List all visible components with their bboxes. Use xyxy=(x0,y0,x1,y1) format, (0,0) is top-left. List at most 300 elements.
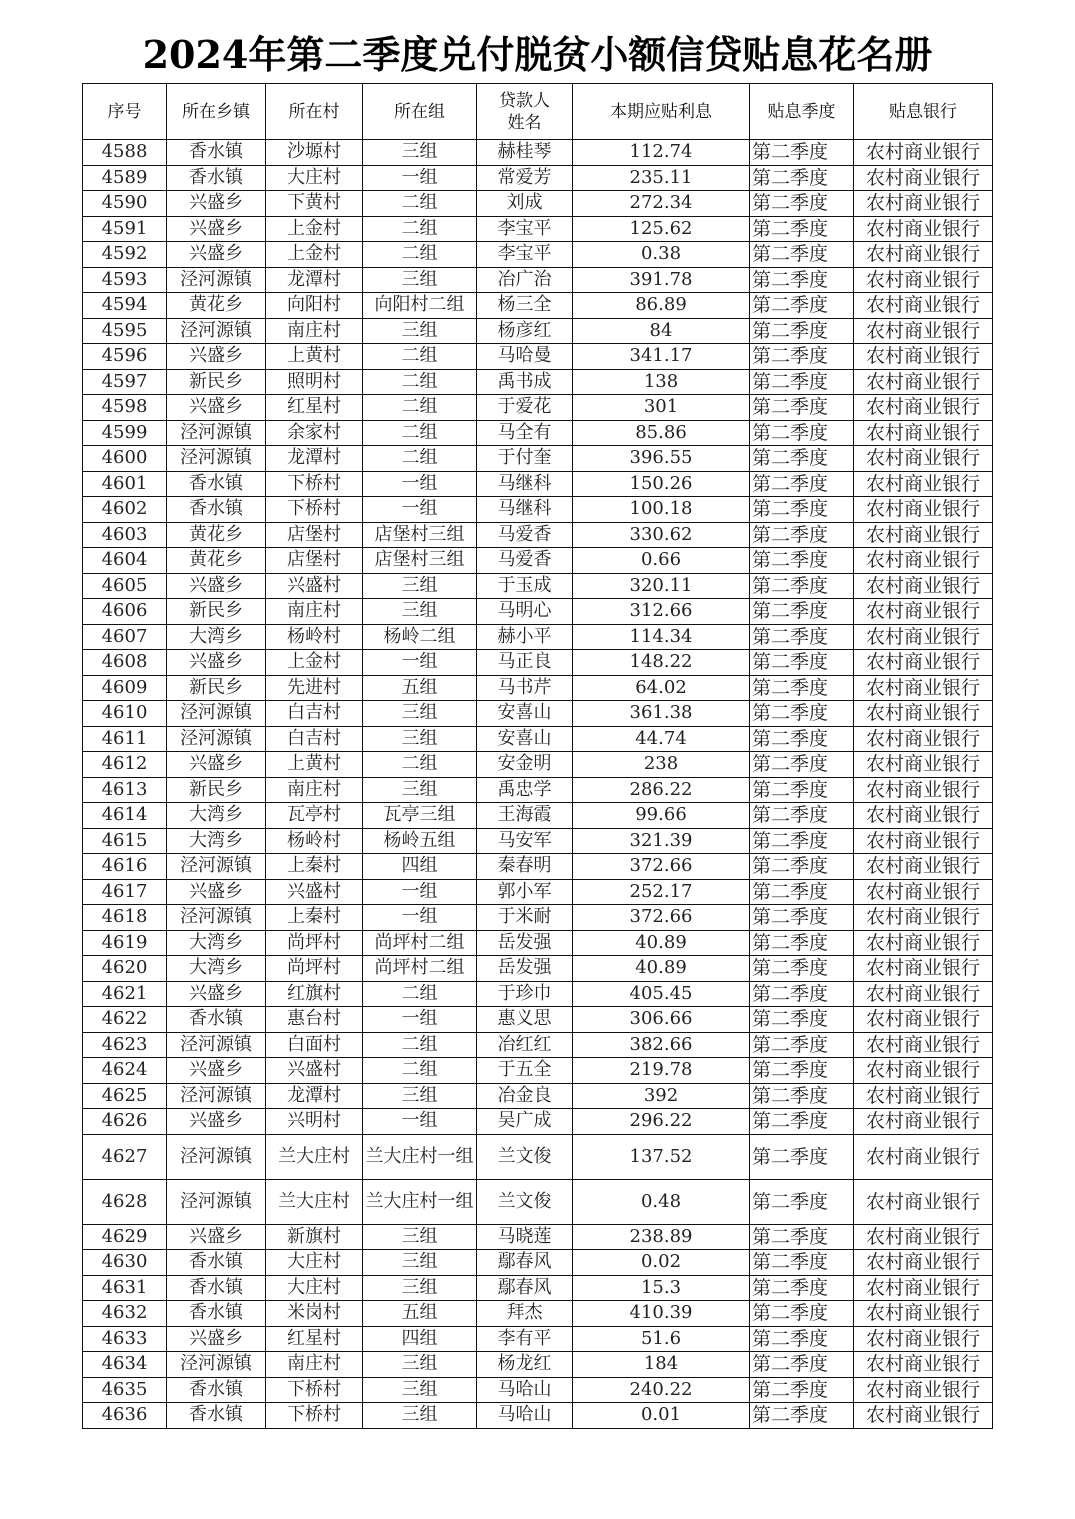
cell-town: 泾河源镇 xyxy=(167,905,266,931)
cell-village: 下桥村 xyxy=(266,1377,363,1403)
cell-town: 香水镇 xyxy=(167,140,266,166)
table-row xyxy=(83,1134,993,1179)
cell-quarter: 第二季度 xyxy=(750,1250,854,1276)
cell-index: 4632 xyxy=(83,1301,167,1327)
cell-interest: 320.11 xyxy=(573,573,750,599)
cell-interest: 138 xyxy=(573,369,750,395)
cell-index: 4625 xyxy=(83,1083,167,1109)
cell-interest: 125.62 xyxy=(573,216,750,242)
cell-interest: 84 xyxy=(573,318,750,344)
cell-borrower-name: 李宝平 xyxy=(477,216,573,242)
cell-bank: 农村商业银行 xyxy=(854,777,993,803)
cell-quarter: 第二季度 xyxy=(750,216,854,242)
cell-bank: 农村商业银行 xyxy=(854,905,993,931)
cell-bank: 农村商业银行 xyxy=(854,522,993,548)
cell-village: 兰大庄村 xyxy=(266,1179,363,1224)
table-row xyxy=(83,930,993,956)
cell-index: 4635 xyxy=(83,1377,167,1403)
table-row xyxy=(83,191,993,217)
cell-group: 二组 xyxy=(363,446,477,472)
cell-index: 4607 xyxy=(83,624,167,650)
table-row xyxy=(83,1109,993,1135)
cell-borrower-name: 马晓莲 xyxy=(477,1224,573,1250)
cell-interest: 361.38 xyxy=(573,701,750,727)
cell-bank: 农村商业银行 xyxy=(854,930,993,956)
cell-bank: 农村商业银行 xyxy=(854,854,993,880)
cell-interest: 15.3 xyxy=(573,1275,750,1301)
cell-bank: 农村商业银行 xyxy=(854,1377,993,1403)
table-row xyxy=(83,1083,993,1109)
cell-interest: 40.89 xyxy=(573,930,750,956)
cell-borrower-name: 安金明 xyxy=(477,752,573,778)
cell-group: 三组 xyxy=(363,777,477,803)
cell-town: 大湾乡 xyxy=(167,956,266,982)
table-row xyxy=(83,752,993,778)
cell-borrower-name: 于珍巾 xyxy=(477,981,573,1007)
cell-bank: 农村商业银行 xyxy=(854,318,993,344)
cell-quarter: 第二季度 xyxy=(750,318,854,344)
cell-index: 4617 xyxy=(83,879,167,905)
cell-interest: 306.66 xyxy=(573,1007,750,1033)
cell-bank: 农村商业银行 xyxy=(854,293,993,319)
cell-quarter: 第二季度 xyxy=(750,1134,854,1179)
cell-interest: 286.22 xyxy=(573,777,750,803)
cell-interest: 148.22 xyxy=(573,650,750,676)
table-row xyxy=(83,1352,993,1378)
cell-village: 尚坪村 xyxy=(266,956,363,982)
cell-quarter: 第二季度 xyxy=(750,1275,854,1301)
cell-town: 泾河源镇 xyxy=(167,701,266,727)
cell-bank: 农村商业银行 xyxy=(854,1179,993,1224)
cell-index: 4629 xyxy=(83,1224,167,1250)
cell-town: 泾河源镇 xyxy=(167,1032,266,1058)
cell-quarter: 第二季度 xyxy=(750,573,854,599)
cell-interest: 392 xyxy=(573,1083,750,1109)
cell-interest: 44.74 xyxy=(573,726,750,752)
cell-index: 4609 xyxy=(83,675,167,701)
cell-quarter: 第二季度 xyxy=(750,267,854,293)
cell-village: 龙潭村 xyxy=(266,446,363,472)
cell-group: 二组 xyxy=(363,1032,477,1058)
cell-quarter: 第二季度 xyxy=(750,1032,854,1058)
cell-bank: 农村商业银行 xyxy=(854,395,993,421)
cell-borrower-name: 秦春明 xyxy=(477,854,573,880)
cell-town: 新民乡 xyxy=(167,777,266,803)
cell-bank: 农村商业银行 xyxy=(854,675,993,701)
cell-index: 4598 xyxy=(83,395,167,421)
cell-quarter: 第二季度 xyxy=(750,981,854,1007)
cell-borrower-name: 冶红红 xyxy=(477,1032,573,1058)
cell-group: 三组 xyxy=(363,1352,477,1378)
cell-borrower-name: 于爱花 xyxy=(477,395,573,421)
cell-index: 4624 xyxy=(83,1058,167,1084)
cell-borrower-name: 赫桂琴 xyxy=(477,140,573,166)
cell-bank: 农村商业银行 xyxy=(854,828,993,854)
table-row xyxy=(83,446,993,472)
cell-bank: 农村商业银行 xyxy=(854,1250,993,1276)
cell-borrower-name: 李有平 xyxy=(477,1326,573,1352)
table-row xyxy=(83,650,993,676)
cell-village: 兰大庄村 xyxy=(266,1134,363,1179)
cell-interest: 64.02 xyxy=(573,675,750,701)
table-row xyxy=(83,573,993,599)
cell-quarter: 第二季度 xyxy=(750,1301,854,1327)
cell-index: 4631 xyxy=(83,1275,167,1301)
cell-borrower-name: 马哈山 xyxy=(477,1403,573,1429)
cell-town: 新民乡 xyxy=(167,675,266,701)
cell-borrower-name: 马继科 xyxy=(477,471,573,497)
cell-index: 4591 xyxy=(83,216,167,242)
cell-index: 4614 xyxy=(83,803,167,829)
cell-village: 照明村 xyxy=(266,369,363,395)
cell-town: 大湾乡 xyxy=(167,828,266,854)
table-row xyxy=(83,701,993,727)
cell-group: 二组 xyxy=(363,242,477,268)
table-row xyxy=(83,1301,993,1327)
cell-quarter: 第二季度 xyxy=(750,165,854,191)
cell-interest: 296.22 xyxy=(573,1109,750,1135)
cell-borrower-name: 马哈山 xyxy=(477,1377,573,1403)
cell-index: 4611 xyxy=(83,726,167,752)
cell-town: 兴盛乡 xyxy=(167,981,266,1007)
table-row xyxy=(83,522,993,548)
cell-interest: 252.17 xyxy=(573,879,750,905)
table-row xyxy=(83,1007,993,1033)
cell-village: 白吉村 xyxy=(266,701,363,727)
table-row xyxy=(83,854,993,880)
cell-borrower-name: 于五全 xyxy=(477,1058,573,1084)
cell-bank: 农村商业银行 xyxy=(854,981,993,1007)
cell-town: 兴盛乡 xyxy=(167,1326,266,1352)
cell-village: 下桥村 xyxy=(266,1403,363,1429)
header-borrower-name-text: 贷款人姓名 xyxy=(499,90,550,133)
cell-bank: 农村商业银行 xyxy=(854,803,993,829)
cell-borrower-name: 冶广治 xyxy=(477,267,573,293)
cell-village: 尚坪村 xyxy=(266,930,363,956)
cell-town: 泾河源镇 xyxy=(167,267,266,293)
cell-quarter: 第二季度 xyxy=(750,828,854,854)
cell-borrower-name: 于付奎 xyxy=(477,446,573,472)
header-town: 所在乡镇 xyxy=(167,84,266,140)
cell-interest: 219.78 xyxy=(573,1058,750,1084)
cell-village: 瓦亭村 xyxy=(266,803,363,829)
cell-town: 泾河源镇 xyxy=(167,1179,266,1224)
cell-interest: 372.66 xyxy=(573,905,750,931)
cell-group: 三组 xyxy=(363,318,477,344)
cell-village: 余家村 xyxy=(266,420,363,446)
cell-group: 一组 xyxy=(363,879,477,905)
cell-bank: 农村商业银行 xyxy=(854,548,993,574)
cell-bank: 农村商业银行 xyxy=(854,191,993,217)
cell-group: 一组 xyxy=(363,650,477,676)
cell-village: 红星村 xyxy=(266,1326,363,1352)
cell-quarter: 第二季度 xyxy=(750,701,854,727)
cell-bank: 农村商业银行 xyxy=(854,1032,993,1058)
cell-index: 4595 xyxy=(83,318,167,344)
cell-group: 兰大庄村一组 xyxy=(363,1134,477,1179)
cell-village: 惠台村 xyxy=(266,1007,363,1033)
table-row xyxy=(83,420,993,446)
table-row xyxy=(83,726,993,752)
cell-group: 二组 xyxy=(363,344,477,370)
cell-quarter: 第二季度 xyxy=(750,624,854,650)
cell-bank: 农村商业银行 xyxy=(854,599,993,625)
cell-index: 4626 xyxy=(83,1109,167,1135)
cell-town: 兴盛乡 xyxy=(167,216,266,242)
cell-borrower-name: 马明心 xyxy=(477,599,573,625)
cell-village: 南庄村 xyxy=(266,318,363,344)
cell-town: 黄花乡 xyxy=(167,522,266,548)
cell-bank: 农村商业银行 xyxy=(854,879,993,905)
cell-quarter: 第二季度 xyxy=(750,1352,854,1378)
table-row xyxy=(83,1403,993,1429)
cell-village: 新旗村 xyxy=(266,1224,363,1250)
cell-interest: 396.55 xyxy=(573,446,750,472)
cell-quarter: 第二季度 xyxy=(750,1224,854,1250)
cell-quarter: 第二季度 xyxy=(750,497,854,523)
cell-village: 上秦村 xyxy=(266,854,363,880)
cell-town: 兴盛乡 xyxy=(167,1224,266,1250)
cell-quarter: 第二季度 xyxy=(750,599,854,625)
cell-quarter: 第二季度 xyxy=(750,650,854,676)
cell-bank: 农村商业银行 xyxy=(854,216,993,242)
cell-quarter: 第二季度 xyxy=(750,803,854,829)
cell-index: 4604 xyxy=(83,548,167,574)
cell-quarter: 第二季度 xyxy=(750,369,854,395)
table-body xyxy=(83,140,993,1429)
cell-index: 4594 xyxy=(83,293,167,319)
cell-quarter: 第二季度 xyxy=(750,1007,854,1033)
cell-group: 二组 xyxy=(363,752,477,778)
cell-group: 五组 xyxy=(363,675,477,701)
cell-index: 4601 xyxy=(83,471,167,497)
cell-index: 4599 xyxy=(83,420,167,446)
cell-town: 兴盛乡 xyxy=(167,1109,266,1135)
cell-interest: 51.6 xyxy=(573,1326,750,1352)
cell-borrower-name: 马书芹 xyxy=(477,675,573,701)
cell-village: 白吉村 xyxy=(266,726,363,752)
cell-index: 4602 xyxy=(83,497,167,523)
cell-interest: 341.17 xyxy=(573,344,750,370)
cell-index: 4633 xyxy=(83,1326,167,1352)
table-row xyxy=(83,777,993,803)
cell-town: 泾河源镇 xyxy=(167,1083,266,1109)
cell-village: 上秦村 xyxy=(266,905,363,931)
cell-interest: 330.62 xyxy=(573,522,750,548)
table-row xyxy=(83,1275,993,1301)
cell-group: 三组 xyxy=(363,1275,477,1301)
cell-borrower-name: 鄢春风 xyxy=(477,1250,573,1276)
cell-bank: 农村商业银行 xyxy=(854,242,993,268)
cell-bank: 农村商业银行 xyxy=(854,267,993,293)
cell-quarter: 第二季度 xyxy=(750,242,854,268)
table-row xyxy=(83,165,993,191)
cell-village: 店堡村 xyxy=(266,548,363,574)
cell-quarter: 第二季度 xyxy=(750,1058,854,1084)
cell-town: 泾河源镇 xyxy=(167,318,266,344)
cell-group: 四组 xyxy=(363,854,477,880)
cell-quarter: 第二季度 xyxy=(750,879,854,905)
cell-bank: 农村商业银行 xyxy=(854,752,993,778)
cell-bank: 农村商业银行 xyxy=(854,1275,993,1301)
cell-index: 4621 xyxy=(83,981,167,1007)
cell-quarter: 第二季度 xyxy=(750,905,854,931)
cell-town: 泾河源镇 xyxy=(167,726,266,752)
cell-index: 4610 xyxy=(83,701,167,727)
cell-quarter: 第二季度 xyxy=(750,1377,854,1403)
cell-interest: 112.74 xyxy=(573,140,750,166)
cell-town: 大湾乡 xyxy=(167,803,266,829)
cell-group: 一组 xyxy=(363,471,477,497)
cell-village: 上金村 xyxy=(266,216,363,242)
cell-town: 香水镇 xyxy=(167,1377,266,1403)
cell-interest: 0.66 xyxy=(573,548,750,574)
header-interest: 本期应贴利息 xyxy=(573,84,750,140)
cell-village: 兴盛村 xyxy=(266,1058,363,1084)
cell-borrower-name: 马爱香 xyxy=(477,548,573,574)
cell-group: 三组 xyxy=(363,1250,477,1276)
table-row xyxy=(83,242,993,268)
cell-group: 兰大庄村一组 xyxy=(363,1179,477,1224)
cell-interest: 0.38 xyxy=(573,242,750,268)
cell-borrower-name: 冶金良 xyxy=(477,1083,573,1109)
table-row xyxy=(83,140,993,166)
cell-quarter: 第二季度 xyxy=(750,1109,854,1135)
cell-town: 香水镇 xyxy=(167,1250,266,1276)
cell-quarter: 第二季度 xyxy=(750,548,854,574)
cell-village: 杨岭村 xyxy=(266,828,363,854)
cell-village: 南庄村 xyxy=(266,777,363,803)
cell-index: 4590 xyxy=(83,191,167,217)
cell-group: 三组 xyxy=(363,573,477,599)
cell-borrower-name: 郭小军 xyxy=(477,879,573,905)
cell-village: 白面村 xyxy=(266,1032,363,1058)
cell-borrower-name: 禹忠学 xyxy=(477,777,573,803)
cell-quarter: 第二季度 xyxy=(750,956,854,982)
cell-interest: 312.66 xyxy=(573,599,750,625)
cell-village: 红星村 xyxy=(266,395,363,421)
cell-interest: 99.66 xyxy=(573,803,750,829)
cell-group: 二组 xyxy=(363,420,477,446)
cell-group: 杨岭五组 xyxy=(363,828,477,854)
cell-bank: 农村商业银行 xyxy=(854,420,993,446)
cell-bank: 农村商业银行 xyxy=(854,344,993,370)
cell-group: 店堡村三组 xyxy=(363,548,477,574)
cell-index: 4627 xyxy=(83,1134,167,1179)
cell-town: 泾河源镇 xyxy=(167,854,266,880)
cell-group: 二组 xyxy=(363,1058,477,1084)
cell-group: 杨岭二组 xyxy=(363,624,477,650)
cell-town: 黄花乡 xyxy=(167,293,266,319)
cell-index: 4605 xyxy=(83,573,167,599)
cell-town: 香水镇 xyxy=(167,1403,266,1429)
cell-index: 4596 xyxy=(83,344,167,370)
cell-borrower-name: 吴广成 xyxy=(477,1109,573,1135)
cell-interest: 85.86 xyxy=(573,420,750,446)
cell-borrower-name: 杨龙红 xyxy=(477,1352,573,1378)
cell-bank: 农村商业银行 xyxy=(854,497,993,523)
table-row xyxy=(83,1326,993,1352)
cell-village: 店堡村 xyxy=(266,522,363,548)
cell-interest: 0.48 xyxy=(573,1179,750,1224)
cell-index: 4603 xyxy=(83,522,167,548)
cell-village: 沙塬村 xyxy=(266,140,363,166)
cell-town: 兴盛乡 xyxy=(167,242,266,268)
table-row xyxy=(83,395,993,421)
cell-group: 二组 xyxy=(363,369,477,395)
cell-interest: 114.34 xyxy=(573,624,750,650)
table-row xyxy=(83,599,993,625)
table-row xyxy=(83,1224,993,1250)
cell-borrower-name: 王海霞 xyxy=(477,803,573,829)
cell-village: 南庄村 xyxy=(266,1352,363,1378)
cell-bank: 农村商业银行 xyxy=(854,140,993,166)
cell-interest: 0.02 xyxy=(573,1250,750,1276)
cell-index: 4606 xyxy=(83,599,167,625)
cell-group: 二组 xyxy=(363,981,477,1007)
cell-town: 香水镇 xyxy=(167,165,266,191)
header-row xyxy=(83,84,993,140)
cell-quarter: 第二季度 xyxy=(750,752,854,778)
table-row xyxy=(83,1377,993,1403)
table-row xyxy=(83,1250,993,1276)
cell-quarter: 第二季度 xyxy=(750,344,854,370)
cell-group: 三组 xyxy=(363,1083,477,1109)
cell-bank: 农村商业银行 xyxy=(854,1058,993,1084)
cell-village: 龙潭村 xyxy=(266,267,363,293)
table-row xyxy=(83,879,993,905)
cell-borrower-name: 禹书成 xyxy=(477,369,573,395)
cell-bank: 农村商业银行 xyxy=(854,573,993,599)
table-row xyxy=(83,344,993,370)
table-row xyxy=(83,675,993,701)
cell-quarter: 第二季度 xyxy=(750,293,854,319)
cell-borrower-name: 岳发强 xyxy=(477,956,573,982)
table-row xyxy=(83,497,993,523)
cell-index: 4620 xyxy=(83,956,167,982)
header-village: 所在村 xyxy=(266,84,363,140)
cell-village: 杨岭村 xyxy=(266,624,363,650)
table-row xyxy=(83,471,993,497)
cell-interest: 150.26 xyxy=(573,471,750,497)
cell-village: 红旗村 xyxy=(266,981,363,1007)
cell-town: 泾河源镇 xyxy=(167,420,266,446)
cell-village: 大庄村 xyxy=(266,1250,363,1276)
cell-borrower-name: 兰文俊 xyxy=(477,1179,573,1224)
cell-interest: 301 xyxy=(573,395,750,421)
cell-bank: 农村商业银行 xyxy=(854,1083,993,1109)
cell-town: 大湾乡 xyxy=(167,624,266,650)
cell-town: 新民乡 xyxy=(167,369,266,395)
table-row xyxy=(83,803,993,829)
cell-interest: 0.01 xyxy=(573,1403,750,1429)
cell-town: 香水镇 xyxy=(167,1301,266,1327)
cell-group: 尚坪村二组 xyxy=(363,930,477,956)
table-row xyxy=(83,548,993,574)
cell-borrower-name: 马爱香 xyxy=(477,522,573,548)
cell-borrower-name: 鄢春风 xyxy=(477,1275,573,1301)
cell-town: 兴盛乡 xyxy=(167,879,266,905)
cell-borrower-name: 杨彦红 xyxy=(477,318,573,344)
cell-interest: 86.89 xyxy=(573,293,750,319)
cell-town: 泾河源镇 xyxy=(167,446,266,472)
cell-index: 4618 xyxy=(83,905,167,931)
cell-group: 店堡村三组 xyxy=(363,522,477,548)
table-row xyxy=(83,1058,993,1084)
cell-village: 兴盛村 xyxy=(266,573,363,599)
cell-bank: 农村商业银行 xyxy=(854,165,993,191)
cell-index: 4634 xyxy=(83,1352,167,1378)
